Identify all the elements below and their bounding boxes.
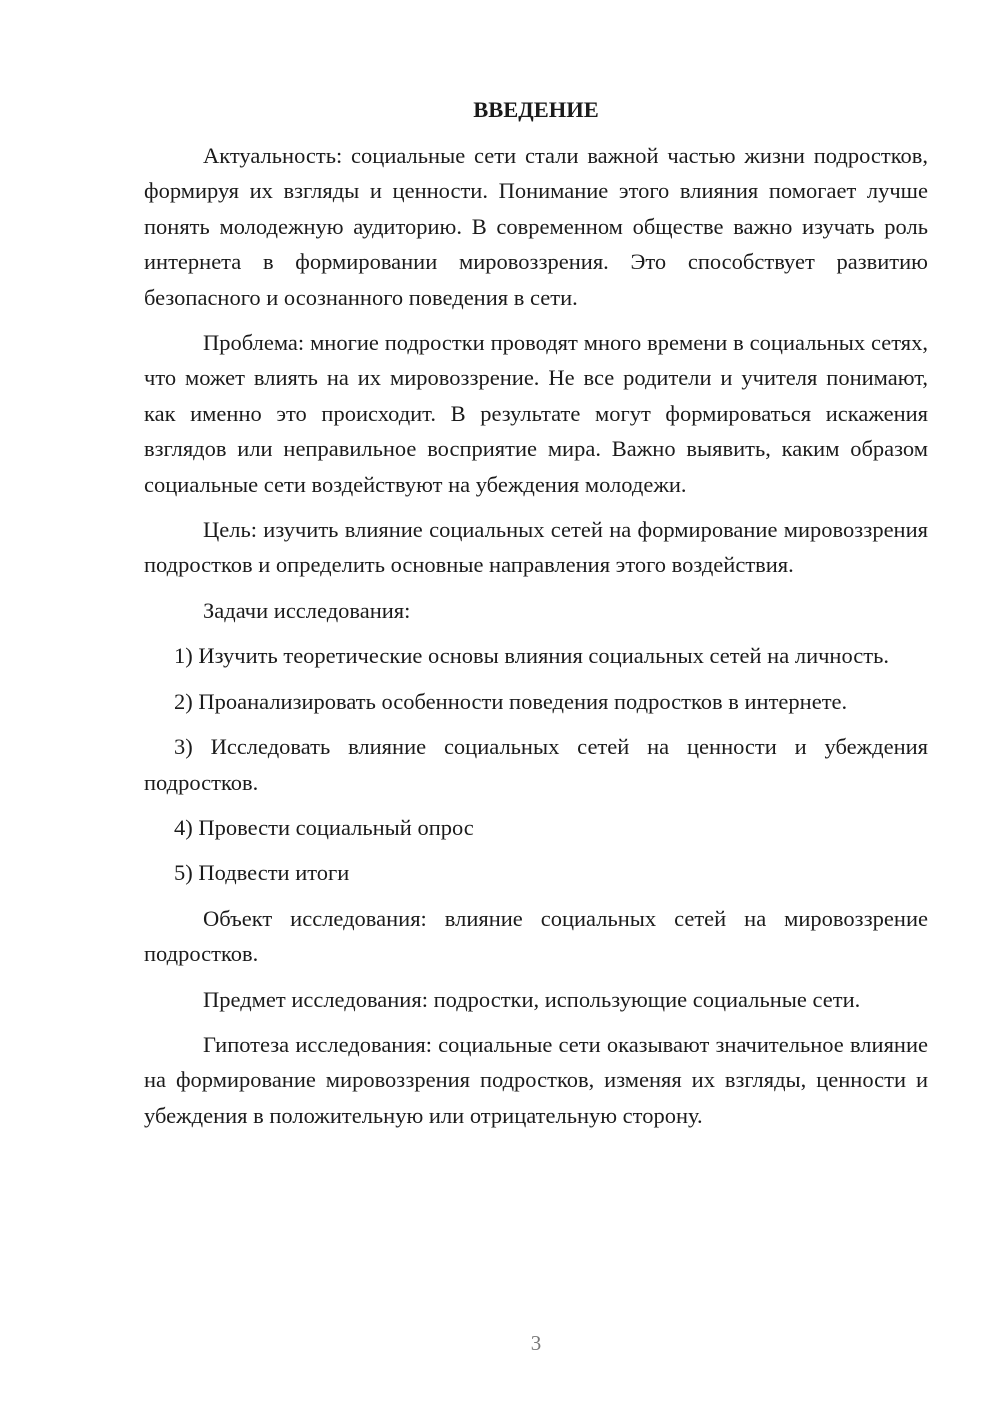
- task-item-1: 1) Изучить теоретические основы влияния социальных сетей на личность.: [174, 643, 889, 669]
- paragraph-object: Объект исследования: влияние социальных сетей на мировоззрение подростков.: [144, 905, 928, 967]
- tasks-heading: Задачи исследования:: [203, 597, 411, 623]
- paragraph-subject: Предмет исследования: подростки, использующие социальные сети.: [203, 986, 861, 1012]
- task-item-5: 5) Подвести итоги: [174, 860, 350, 886]
- task-item-2: 2) Проанализировать особенности поведения подростков в интернете.: [174, 688, 848, 714]
- paragraph-problem: Проблема: многие подростки проводят много времени в социальных сетях, что может влиять на их мировоззрение. Не все родители и учителя понимают, как именно это происходит. В результате могут формироваться искажения взглядов или неправильное восприятие мира. Важно выявить, каким образом социальные сети воздействуют на убеждения молодежи.: [144, 330, 928, 497]
- paragraph-relevance: Актуальность: социальные сети стали важной частью жизни подростков, формируя их взгляды и ценности. Понимание этого влияния помогает лучше понять молодежную аудиторию. В современном обществе важно изучать роль интернета в формировании мировоззрения. Это способствует развитию безопасного и осознанного поведения в сети.: [144, 143, 928, 310]
- task-item-3: 3) Исследовать влияние социальных сетей на ценности и убеждения подростков.: [144, 734, 928, 795]
- paragraph-goal: Цель: изучить влияние социальных сетей на формирование мировоззрения подростков и определить основные направления этого воздействия.: [144, 517, 928, 578]
- paragraph-hypothesis: Гипотеза исследования: социальные сети оказывают значительное влияние на формирование мировоззрения подростков, изменяя их взгляды, ценности и убеждения в положительную или отрицательную сторону.: [144, 1031, 928, 1128]
- page-number: 3: [530, 1331, 542, 1355]
- document-page: [144, 92, 928, 1143]
- section-title: ВВЕДЕНИЕ: [473, 97, 599, 122]
- task-item-4: 4) Провести социальный опрос: [174, 814, 474, 840]
